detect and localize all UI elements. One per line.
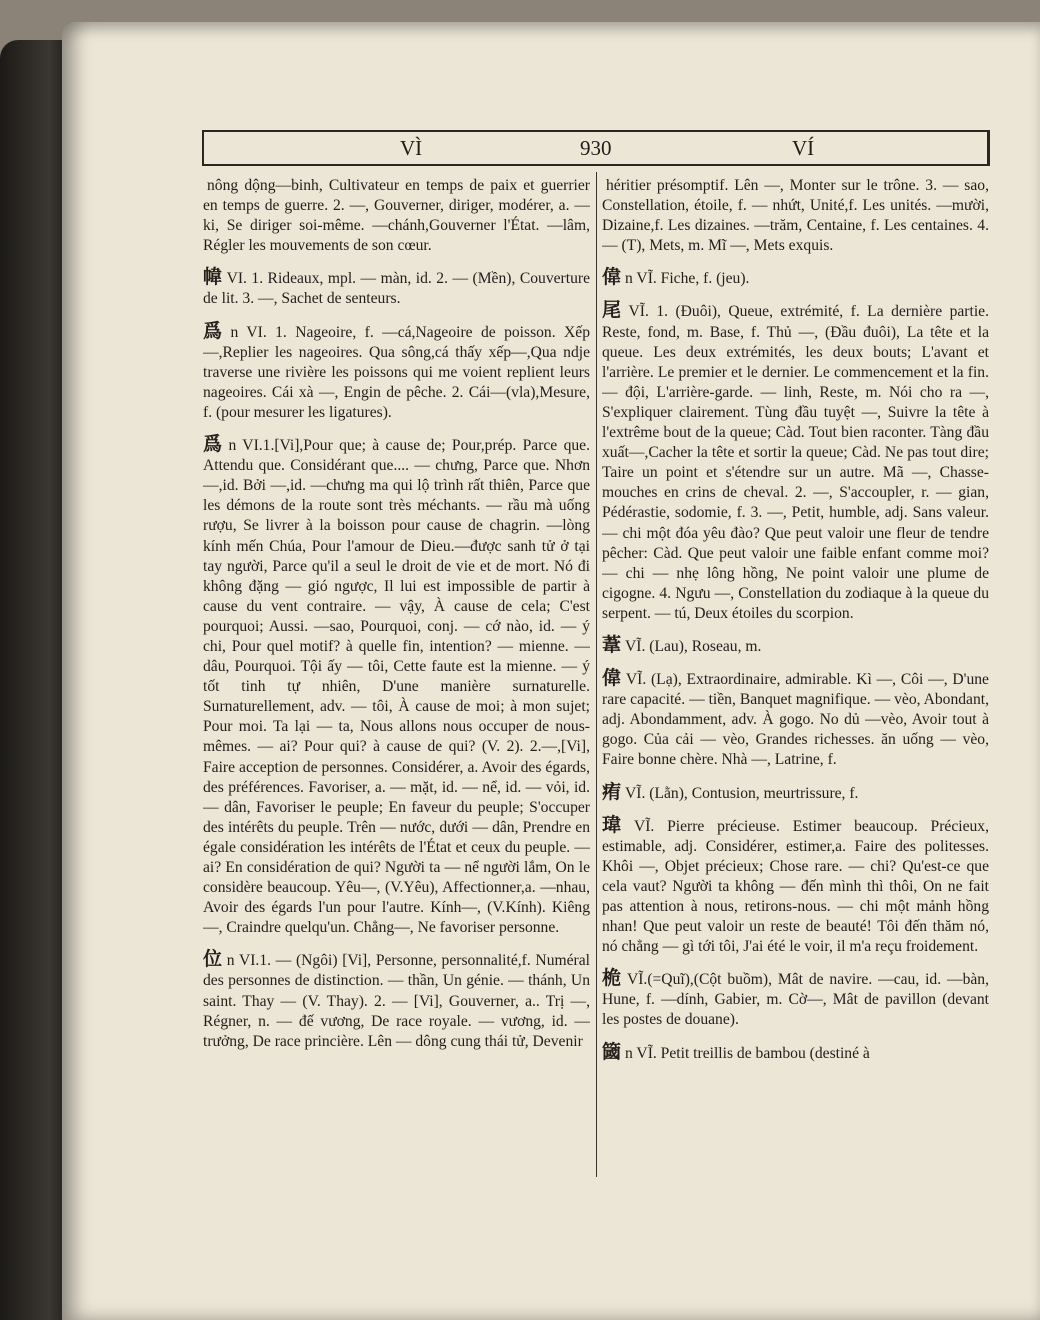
entry-character: 位 xyxy=(203,948,223,971)
entry-text: nông dộng—binh, Cultivateur en temps de paix et guerrier en temps de guerre. 2. —, Gouverner, diriger, modérer, a. — ki, Se diriger soi-même. —chánh,Gouverner l'État. —lâm, Régler les mouvements de son cœur. xyxy=(203,177,590,255)
entry-text: VĨ. (Lằn), Contusion, meurtrissure, f. xyxy=(625,784,859,802)
dictionary-entry xyxy=(203,434,590,938)
entry-character: 偉 xyxy=(602,667,622,690)
entry-character: 痏 xyxy=(602,780,622,803)
entry-character: 偉 xyxy=(602,266,622,289)
entry-character: 幃 xyxy=(203,266,223,289)
dictionary-entry xyxy=(602,968,989,1030)
dictionary-entry xyxy=(602,267,989,289)
dictionary-entry xyxy=(602,668,989,770)
entry-text: n VI.1. — (Ngôi) [Vi], Personne, personnalité,f. Numéral des personnes de distinction. — thần, Un génie. — thánh, Un saint. Thay — (V. Thay). 2. — [Vi], Gouverner, a.. Trị —, Régner, n. — đế vương, De race royale. — vương, id. — trưởng, De race princière. Lên — dông cung thái tử, Devenir xyxy=(203,952,590,1050)
entry-text: VĨ.(=Quĩ),(Cột buồm), Mât de navire. —cau, id. —bàn, Hune, f. —dính, Gabier, m. Cờ—, Mât de pavillon (devant les postes de douane). xyxy=(602,971,989,1029)
entry-text: VI. 1. Rideaux, mpl. — màn, id. 2. — (Mền), Couverture de lit. 3. —, Sachet de senteurs. xyxy=(203,270,590,308)
dictionary-entry xyxy=(602,1042,989,1064)
right-column xyxy=(602,174,989,1304)
entry-text: n VĨ. Petit treillis de bambou (destiné à xyxy=(625,1044,870,1062)
entry-text: héritier présomptif. Lên —, Monter sur le trône. 3. — sao, Constellation, étoile, f. — nhứt, Unité,f. Les unités. —mười, Dizaine,f. Les dizaines. —trăm, Centaine, f. Les centaines. 4. — (T), Mets, m. Mĩ —, Mets exquis. xyxy=(602,177,989,255)
dictionary-entry xyxy=(203,949,590,1051)
entry-text: VĨ. 1. (Đuôi), Queue, extrémité, f. La dernière partie. Reste, fond, m. Base, f. Thủ —, (Đầu đuôi), La tête et la queue. Les deux extrémités, les deux bouts; L'avant et l'arrière. Le premier et le dernier. Le commencement et la fin. — đội, L'arrière-garde. — linh, Reste, m. Nói cho ra —, S'expliquer clairement. Tùng đầu tuyệt —, Suivre la tête à l'extrême bout de la queue; Càd. Tout bien raconter. Tàng đầu xuất—,Cacher la tête et sortir la queue; Càd. Ne pas tout dire; Taire un point et s'étendre sur un autre. Mã —, Chasse-mouches en crins de cheval. 2. —, S'accoupler, r. — gian, Pédérastie, sodomie, f. 3. —, Petit, humble, adj. Sans valeur. — chi một đóa yêu đào? Que peut valoir une fleur de tendre pêcher: Càd. Que peut valoir une faible enfant comme moi? — chi — nhẹ lông hồng, Ne point valoir une plume de cigogne. 4. Ngưu —, Constellation du zodiaque à la queue du serpent. — tú, Deux étoiles du scorpion. xyxy=(602,303,989,622)
dictionary-entry xyxy=(602,815,989,958)
entry-character: 葦 xyxy=(602,633,622,656)
entry-text: n VI. 1. Nageoire, f. —cá,Nageoire de poisson. Xếp—,Replier les nageoires. Qua sông,cá thấy xếp—,Qua ndje traverse une rivière les poissons qui me voient replient leurs nageoires. Cái xà —, Engin de pêche. 2. Cái—(vla),Mesure, f. (pour mesurer les ligatures). xyxy=(203,323,590,421)
entry-text: VĨ. (Lau), Roseau, m. xyxy=(625,637,762,655)
dictionary-entry xyxy=(203,321,590,423)
dictionary-entry xyxy=(602,300,989,624)
entry-text: n VI.1.[Vi],Pour que; à cause de; Pour,prép. Parce que. Attendu que. Considérant que.... — chưng, Parce que. Nhơn —,id. Bởi —,id. —chưng ma qui lộ trình rất thiên, Parce que les démons de la route sont très méchants. — rầu mà uống rượu, Se livrer à la boisson pour cause de chagrin. —lòng kính mến Chúa, Pour l'amour de Dieu.—được sanh tử ở tại tay người, Parce qu'il a seul le droit de vie et de mort. Nó đi không đặng — gió ngược, Il lui est impossible de partir à cause du vent contraire. — vậy, À cause de cela; C'est pourquoi; Aussi. —sao, Pourquoi, conj. — cớ nào, id. — ý chi, Pour quel motif? à quelle fin, intention? — mienne. — dâu, Pourquoi. Tội ấy — tôi, Cette faute est la mienne. — ý tốt tinh tự nhiên, D'une manière surnaturelle. Surnaturellement, adv. — tôi, À cause de moi; à mon sujet; Pour moi. Ta lại — ta, Nous allons nous occuper de nous-mêmes. — ai? Pour qui? à cause de qui? (V. 2). 2.—,[Vi], Faire acception de personnes. Considérer, a. Avoir des égards, des préférences. Favoriser, a. — mặt, id. — nể, id. — vỏi, id. — dân, Favoriser le peuple; En faveur du peuple; S'occuper des intérêts du peuple. Trên — nước, dưới — dân, Prendre en égale considération les intérêts de l'État et ceux du peuple. — ai? En considération de qui? Người ta — nể người lắm, On le considère beaucoup. Yêu—, (V.Yêu), Affectionner,a. —nhau, Avoir des égards l'un pour l'autre. Kính—, (V.Kính). Kiêng —, Craindre quelqu'un. Chẳng—, Ne favoriser personne. xyxy=(203,437,590,937)
dictionary-entry xyxy=(602,174,989,256)
page-number: 930 xyxy=(580,136,612,160)
column-divider xyxy=(596,172,597,1177)
entry-character: 瑋 xyxy=(602,813,630,836)
entry-text: VĨ. Pierre précieuse. Estimer beaucoup. Précieux, estimable, adj. Considérer, estimer,a. Faire des politesses. Khôi —, Objet précieux; Chose rare. — chi? Qu'est-ce que cela vaut? Người ta không — đến mình thì thôi, On ne fait pas attention à nous, retirons-nous. — chi một mảnh hồng nhan! Que peut valoir un reste de beauté! Tôi đến thăm nó, nó chẳng — gì tới tôi, J'ai été le voir, il m'a reçu froidement. xyxy=(602,817,989,956)
entry-character: 爲 xyxy=(203,433,225,456)
entry-character: 桅 xyxy=(602,967,623,990)
entry-text: n VĨ. Fiche, f. (jeu). xyxy=(625,270,750,288)
header-right-word: VÍ xyxy=(792,136,815,160)
header-left-word: VÌ xyxy=(400,136,423,160)
entry-character: 簂 xyxy=(602,1040,622,1063)
entry-character: 爲 xyxy=(203,319,227,342)
book-spine xyxy=(0,40,70,1320)
dictionary-entry xyxy=(602,635,989,657)
entry-character: 尾 xyxy=(602,299,625,322)
dictionary-entry xyxy=(602,782,989,804)
dictionary-entry xyxy=(203,174,590,256)
entry-text: VĨ. (Lạ), Extraordinaire, admirable. Kì —, Côi —, D'une rare capacité. — tiền, Banquet magnifique. — vèo, Abondant, adj. Abondamment, adv. À gogo. No dủ —vèo, Avoir tout à gogo. Của cải — vèo, Grandes richesses. ăn uống — vèo, Faire bonne chère. Nhà —, Latrine, f. xyxy=(602,671,989,769)
dictionary-entry xyxy=(203,267,590,309)
left-column xyxy=(203,174,590,1304)
running-header xyxy=(202,130,990,166)
